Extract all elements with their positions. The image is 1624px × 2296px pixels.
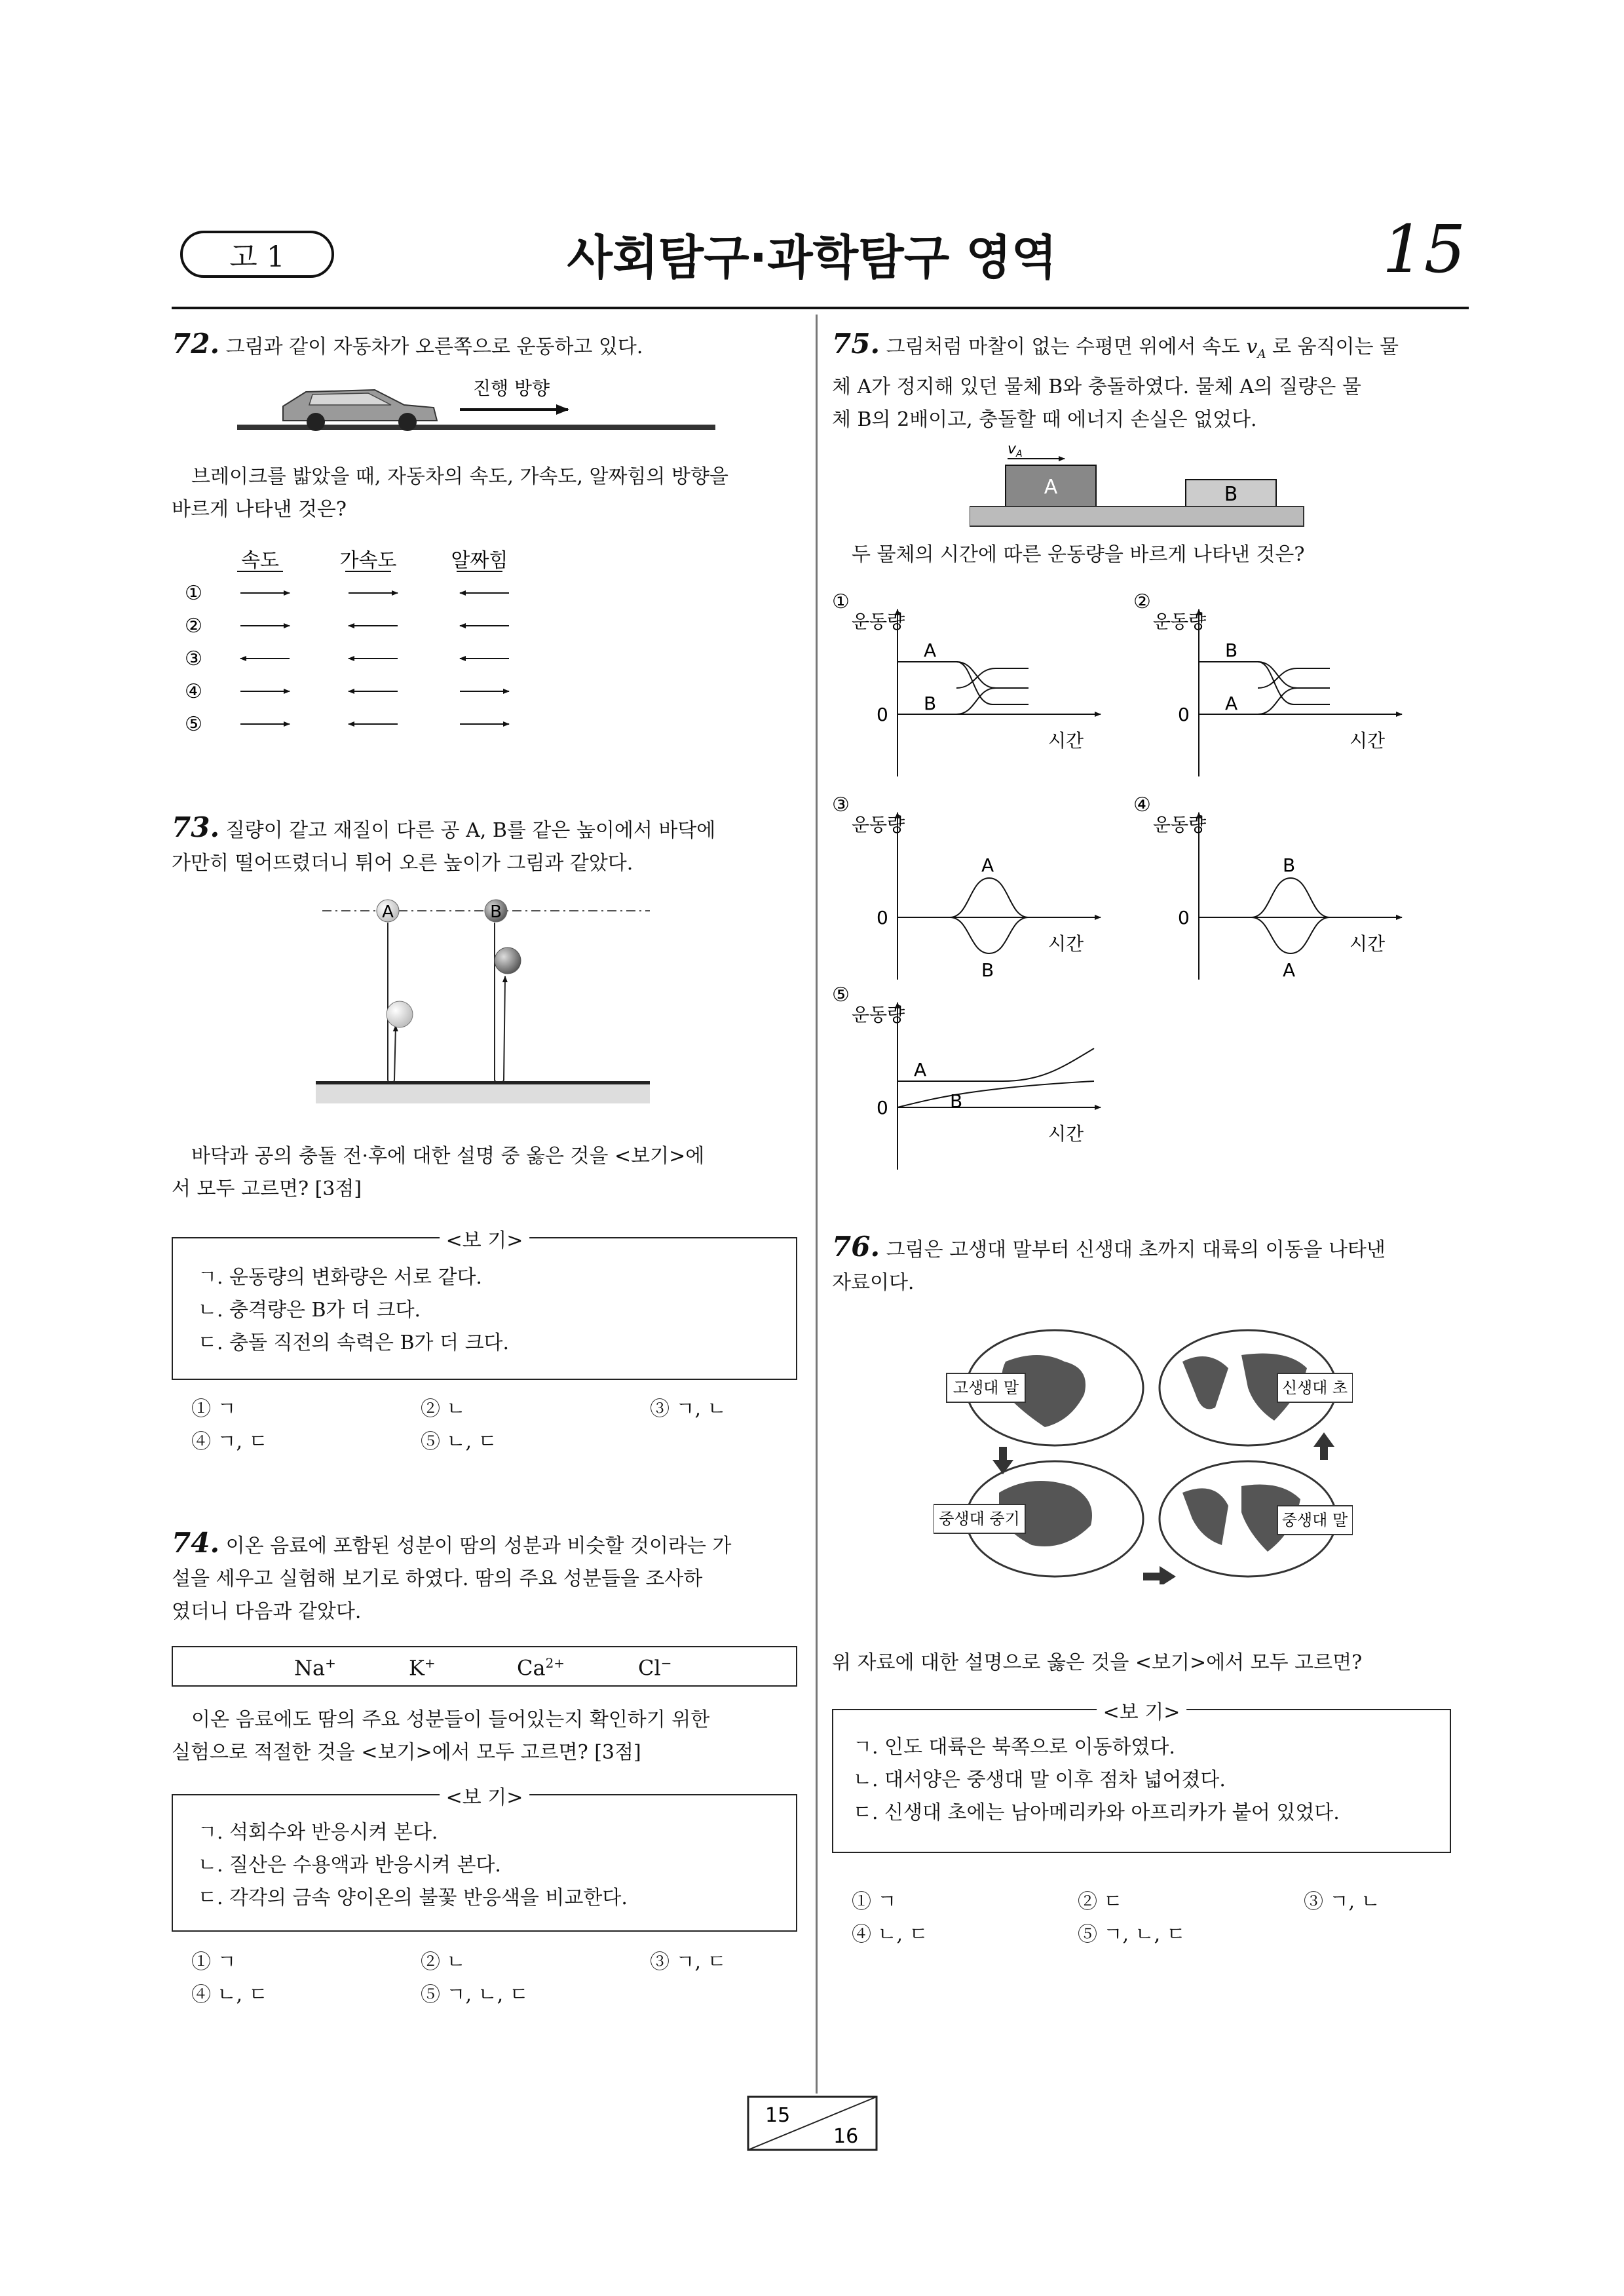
question-number: 76. [832, 1231, 880, 1263]
series-curve-bottom [1199, 688, 1330, 714]
footer-right-number: 16 [833, 2125, 859, 2148]
question-intro-line3: 체 B의 2배이고, 충돌할 때 에너지 손실은 없었다. [832, 408, 1257, 431]
x-axis-label: 시간 [1048, 730, 1084, 752]
answer-choice: ③ ㄱ, ㄷ [650, 1951, 727, 1974]
zero-label: 0 [877, 1097, 888, 1119]
bogi-label: <보 기> [440, 1781, 530, 1810]
map-label-early-cenozoic: 신생대 초 [1281, 1379, 1348, 1397]
bogi-item: ㄱ. 석회수와 반응시켜 본다. [198, 1821, 438, 1844]
bogi-box [172, 1786, 797, 1932]
question-intro: 그림과 같이 자동차가 오른쪽으로 운동하고 있다. [225, 335, 643, 358]
series-curve-top [897, 662, 1029, 688]
column-divider [816, 315, 818, 2094]
bogi-item: ㄱ. 운동량의 변화량은 서로 같다. [198, 1266, 482, 1289]
bogi-box [832, 1701, 1451, 1853]
momentum-graph-2 [1133, 590, 1422, 786]
page-number: 15 [1382, 211, 1466, 288]
column-header: 속도 [241, 549, 279, 572]
answer-choice: ⑤ ㄱ, ㄴ, ㄷ [421, 1983, 529, 2006]
series-label-top: A [914, 1059, 927, 1081]
grade-badge: 고 1 [180, 231, 334, 278]
question-intro-line1: 질량이 같고 재질이 다른 공 A, B를 같은 높이에서 바닥에 [225, 819, 716, 842]
x-axis-label: 시간 [1048, 933, 1084, 955]
option-number: ② [185, 615, 202, 638]
momentum-graph-1 [832, 590, 1120, 786]
question-intro-line3: 였더니 다음과 같았다. [172, 1600, 362, 1623]
question-73 [172, 811, 801, 1453]
y-axis-label: 운동량 [852, 1004, 905, 1025]
answer-choice: ① ㄱ [852, 1890, 897, 1913]
answer-choice: ⑤ ㄴ, ㄷ [421, 1430, 497, 1453]
ion-k: K+ [409, 1655, 436, 1681]
column-header: 알짜힘 [451, 549, 508, 572]
y-axis-label: 운동량 [852, 611, 905, 632]
y-axis-label: 운동량 [1153, 611, 1207, 632]
option-number: ⑤ [185, 713, 202, 736]
series-curve-top [897, 1048, 1094, 1081]
momentum-graph-5 [832, 983, 1120, 1179]
bogi-label: <보 기> [440, 1224, 530, 1253]
series-curve-bottom [897, 1081, 1094, 1107]
question-text-line1: 이온 음료에도 땀의 주요 성분들이 들어있는지 확인하기 위한 [191, 1708, 710, 1731]
zero-label: 0 [877, 704, 888, 725]
x-axis-label: 시간 [1048, 1123, 1084, 1145]
series-curve-top [1199, 878, 1382, 917]
block-a-label: A [1044, 476, 1058, 499]
page-title: 사회탐구·과학탐구 영역 [567, 230, 1057, 285]
column-header: 가속도 [339, 549, 397, 572]
arrow-right-icon [1143, 1566, 1176, 1584]
answer-choice: ⑤ ㄱ, ㄴ, ㄷ [1078, 1923, 1186, 1946]
answer-choice: ① ㄱ [191, 1951, 236, 1974]
momentum-graph-4 [1133, 793, 1422, 989]
question-intro-line2: 자료이다. [832, 1271, 915, 1294]
question-number: 75. [832, 328, 880, 360]
question-intro-line1: 그림처럼 마찰이 없는 수평면 위에서 속도 [886, 335, 1240, 358]
ion-na: Na+ [294, 1655, 336, 1681]
block-b-label: B [1224, 483, 1238, 506]
footer-left-number: 15 [765, 2104, 791, 2127]
series-label-top: B [1225, 640, 1238, 661]
series-label-top: A [981, 854, 994, 876]
answer-choice: ② ㄷ [1078, 1890, 1123, 1913]
question-76 [832, 1231, 1467, 1946]
series-label-bottom: A [1283, 959, 1296, 981]
velocity-label: $v_A$ [1008, 441, 1023, 459]
page-footer-box [747, 2095, 878, 2151]
series-curve-top [897, 878, 1081, 917]
car-figure [237, 367, 715, 439]
ball-a-label: A [382, 902, 394, 922]
answer-choice: ③ ㄱ, ㄴ [1304, 1890, 1380, 1913]
bogi-item: ㄷ. 신생대 초에는 남아메리카와 아프리카가 붙어 있었다. [853, 1801, 1340, 1824]
series-label-bottom: B [924, 693, 937, 714]
series-curve-top [1199, 662, 1330, 688]
header-rule [172, 307, 1469, 309]
bogi-item: ㄱ. 인도 대륙은 북쪽으로 이동하였다. [853, 1736, 1175, 1759]
question-number: 72. [172, 328, 220, 360]
y-axis-label: 운동량 [852, 814, 905, 835]
question-intro-line2: 설을 세우고 실험해 보기로 하였다. 땀의 주요 성분들을 조사하 [172, 1567, 703, 1590]
question-number: 73. [172, 811, 220, 843]
question-text: 위 자료에 대한 설명으로 옳은 것을 <보기>에서 모두 고르면? [832, 1651, 1363, 1674]
momentum-graph-options [832, 590, 1461, 1179]
series-label-bottom: B [950, 1090, 963, 1112]
series-label-bottom: A [1225, 693, 1238, 714]
arrow-up-icon [1313, 1432, 1334, 1460]
zero-label: 0 [1178, 907, 1190, 928]
question-text-line1: 바닥과 공의 충돌 전·후에 대한 설명 중 옳은 것을 <보기>에 [191, 1145, 705, 1168]
answer-choice: ③ ㄱ, ㄴ [650, 1398, 727, 1421]
bogi-item: ㄷ. 충돌 직전의 속력은 B가 더 크다. [198, 1331, 510, 1354]
question-text-line2: 서 모두 고르면? [3점] [172, 1177, 362, 1200]
option-number: ④ [1133, 794, 1151, 816]
bogi-item: ㄴ. 질산은 수용액과 반응시켜 본다. [198, 1854, 501, 1877]
answer-choice: ② ㄴ [421, 1951, 466, 1974]
bogi-label: <보 기> [1097, 1696, 1187, 1725]
question-intro-line2: 체 A가 정지해 있던 물체 B와 충돌하였다. 물체 A의 질량은 물 [832, 375, 1361, 398]
question-text: 두 물체의 시간에 따른 운동량을 바르게 나타낸 것은? [852, 543, 1305, 566]
y-axis-label: 운동량 [1153, 814, 1207, 835]
series-curve-bottom [897, 688, 1029, 714]
option-number: ② [1133, 590, 1151, 613]
bogi-item: ㄴ. 충격량은 B가 더 크다. [198, 1299, 421, 1322]
velocity-symbol: $v_A$ [1246, 335, 1266, 361]
question-text-line2: 바르게 나타낸 것은? [172, 498, 347, 521]
option-number: ③ [185, 647, 202, 670]
question-74 [172, 1527, 801, 2006]
series-label-top: A [924, 640, 937, 661]
map-label-late-paleozoic: 고생대 말 [953, 1379, 1019, 1397]
answer-choice: ④ ㄱ, ㄷ [191, 1430, 268, 1453]
question-intro-line2: 가만히 떨어뜨렸더니 튀어 오른 높이가 그림과 같았다. [172, 852, 633, 875]
question-text-line2: 실험으로 적절한 것을 <보기>에서 모두 고르면? [3점] [172, 1741, 641, 1764]
map-label-mid-mesozoic: 중생대 중기 [939, 1510, 1020, 1528]
zero-label: 0 [877, 907, 888, 928]
series-label-top: B [1283, 854, 1296, 876]
ball-b-label: B [490, 902, 502, 922]
answer-choice: ① ㄱ [191, 1398, 236, 1421]
answer-choice: ② ㄴ [421, 1398, 466, 1421]
question-75: 75. 그림처럼 마찰이 없는 수평면 위에서 속도 $v_A$ 로 움직이는 물 체 A가 정지해 있던 물체 B와 충돌하였다. 물체 A의 질량은 물 체 B의 2배이고, 충돌할 때 에너지 손실은 없었다. $v_A$ A B 두 물체의 시간에 따른 운동량을 바르게 나타낸 것은? ① 운동량 0 시간 A B ② 운동량 0 시간 B A ③ 운동량 0 시간 A B ④ 운동량 0 시간 B A ⑤ 운동량 0 시간 A B [832, 328, 1467, 436]
x-axis-label: 시간 [1350, 730, 1386, 752]
option-number: ① [185, 582, 202, 605]
series-label-bottom: B [981, 959, 994, 981]
question-intro-line1: 그림은 고생대 말부터 신생대 초까지 대륙의 이동을 나타낸 [886, 1238, 1386, 1261]
zero-label: 0 [1178, 704, 1190, 725]
ion-cl: Cl− [638, 1655, 672, 1681]
map-label-late-mesozoic: 중생대 말 [1281, 1511, 1348, 1529]
collision-figure [970, 439, 1323, 531]
answer-choice: ④ ㄴ, ㄷ [852, 1923, 928, 1946]
momentum-graph-3 [832, 793, 1120, 989]
x-axis-label: 시간 [1350, 933, 1386, 955]
question-number: 74. [172, 1527, 220, 1559]
direction-label: 진행 방향 [473, 377, 550, 399]
continental-drift-maps [934, 1329, 1353, 1584]
question-intro-line1: 이온 음료에 포함된 성분이 땀의 성분과 비슷할 것이라는 가 [225, 1535, 732, 1558]
option-number: ⑤ [832, 984, 850, 1006]
answer-choice: ④ ㄴ, ㄷ [191, 1983, 268, 2006]
bogi-item: ㄷ. 각각의 금속 양이온의 불꽃 반응색을 비교한다. [198, 1886, 628, 1909]
bogi-item: ㄴ. 대서양은 중생대 말 이후 점차 넓어졌다. [853, 1769, 1226, 1791]
question-text-line1: 브레이크를 밟았을 때, 자동차의 속도, 가속도, 알짜힘의 방향을 [191, 465, 728, 488]
bogi-box [172, 1229, 797, 1380]
direction-options-table [185, 547, 512, 737]
ion-list-box [172, 1646, 797, 1687]
bouncing-balls-figure [316, 885, 670, 1107]
option-number: ④ [185, 680, 202, 703]
option-number: ① [832, 590, 850, 613]
ion-ca: $Ca^{2+}$ [517, 1655, 565, 1681]
option-number: ③ [832, 794, 850, 816]
